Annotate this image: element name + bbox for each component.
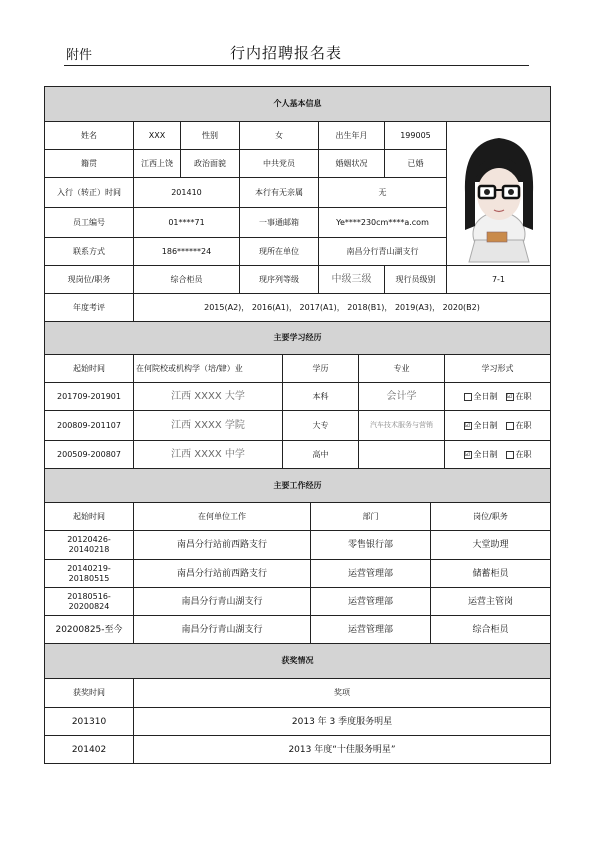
gender-label: 性别 [181, 122, 240, 150]
work-dept[interactable]: 零售银行部 [311, 531, 431, 560]
native-value[interactable]: 江西上饶 [134, 150, 181, 178]
unit-value[interactable]: 南昌分行青山湖支行 [319, 238, 447, 266]
award-header-name: 奖项 [134, 679, 550, 708]
name-label: 姓名 [45, 122, 134, 150]
work-dept[interactable]: 运营管理部 [311, 560, 431, 588]
work-post[interactable]: 运营主管岗 [431, 588, 550, 616]
parttime-checkbox[interactable] [506, 451, 514, 459]
staffno-label: 员工编号 [45, 208, 134, 238]
study-time: 201709-201901 [45, 383, 134, 411]
fulltime-checkbox[interactable]: ☑ [464, 450, 471, 458]
work-post[interactable]: 综合柜员 [431, 616, 550, 644]
birth-value[interactable]: 199005 [385, 122, 447, 150]
parttime-label: 在职 [515, 449, 532, 459]
applicant-photo [447, 122, 550, 266]
birth-label: 出生年月 [319, 122, 385, 150]
study-mode [445, 441, 550, 469]
gender-value[interactable]: 女 [240, 122, 319, 150]
study-header-major: 专业 [359, 355, 445, 383]
marital-label: 婚姻状况 [319, 150, 385, 178]
unit-label: 现所在单位 [240, 238, 319, 266]
study-time: 200509-200807 [45, 441, 134, 469]
form-title: 行内招聘报名表 [230, 44, 343, 62]
parttime-option[interactable] [506, 450, 532, 460]
work-dept[interactable]: 运营管理部 [311, 616, 431, 644]
award-name[interactable]: 2013 年度“十佳服务明星” [288, 744, 396, 755]
work-time: 20200825-至今 [45, 616, 134, 644]
study-time: 200809-201107 [45, 411, 134, 441]
study-mode [445, 411, 550, 441]
staffno-value[interactable]: 01****71 [134, 208, 240, 238]
parttime-label: 在职 [515, 420, 532, 430]
work-header-time: 起始时间 [45, 503, 134, 531]
title-underline [64, 65, 529, 66]
award-time: 201310 [45, 708, 134, 736]
fulltime-label: 全日制 [473, 420, 498, 430]
post-value[interactable]: 综合柜员 [134, 266, 240, 294]
level-label: 现行员级别 [385, 266, 447, 294]
politics-value[interactable]: 中共党员 [240, 150, 319, 178]
work-time: 20120426-20140218 [45, 531, 134, 560]
post-label: 现岗位/职务 [45, 266, 134, 294]
cartoon-girl-with-glasses-icon [447, 122, 550, 266]
study-school[interactable]: 江西 XXXX 学院 [134, 411, 283, 441]
level-value[interactable]: 7-1 [447, 266, 550, 294]
award-header-time: 获奖时间 [45, 679, 134, 708]
phone-label: 联系方式 [45, 238, 134, 266]
politics-label: 政治面貌 [181, 150, 240, 178]
work-header-dept: 部门 [311, 503, 431, 531]
study-school[interactable]: 江西 XXXX 大学 [134, 383, 283, 411]
work-unit[interactable]: 南昌分行站前西路支行 [134, 531, 311, 560]
parttime-checkbox[interactable]: ☑ [506, 392, 513, 400]
study-major[interactable]: 汽车技术服务与营销 [359, 411, 445, 441]
work-dept[interactable]: 运营管理部 [311, 588, 431, 616]
fulltime-option[interactable] [464, 392, 498, 402]
fulltime-checkbox[interactable] [464, 393, 472, 401]
study-major[interactable]: 会计学 [359, 383, 445, 411]
study-degree: 大专 [283, 411, 359, 441]
work-post[interactable]: 大堂助理 [431, 531, 550, 560]
phone-value[interactable]: 186******24 [134, 238, 240, 266]
entry-label: 入行（转正）时间 [45, 178, 134, 208]
study-header-school: 在何院校或机构学（培/肄）业 [134, 355, 283, 383]
section-study-history: 主要学习经历 [45, 322, 550, 355]
section-personal-info: 个人基本信息 [45, 87, 550, 122]
study-header-mode: 学习形式 [445, 355, 550, 383]
marital-value[interactable]: 已婚 [385, 150, 447, 178]
work-unit[interactable]: 南昌分行青山湖支行 [134, 616, 311, 644]
application-form [44, 86, 551, 764]
relatives-value[interactable]: 无 [319, 178, 447, 208]
study-school[interactable]: 江西 XXXX 中学 [134, 441, 283, 469]
parttime-option[interactable] [506, 421, 532, 431]
study-major[interactable] [359, 441, 445, 469]
fulltime-option[interactable] [464, 421, 498, 431]
review-value[interactable]: 2015(A2)， 2016(A1)， 2017(A1)， 2018(B1)， 2019(A3)， 2020(B2) [134, 294, 550, 322]
email-value[interactable]: Ye****230cm****a.com [319, 208, 447, 238]
award-name[interactable]: 2013 年 3 季度服务明星 [134, 708, 550, 736]
native-label: 籍贯 [45, 150, 134, 178]
section-work-history: 主要工作经历 [45, 469, 550, 503]
study-degree: 本科 [283, 383, 359, 411]
work-header-post: 岗位/职务 [431, 503, 550, 531]
award-time: 201402 [45, 736, 134, 763]
fulltime-option[interactable] [464, 450, 498, 460]
entry-value[interactable]: 201410 [134, 178, 240, 208]
page-header [64, 40, 529, 66]
fulltime-label: 全日制 [473, 391, 498, 401]
fulltime-label: 全日制 [473, 449, 498, 459]
review-label: 年度考评 [45, 294, 134, 322]
name-value[interactable]: XXX [134, 122, 181, 150]
study-degree: 高中 [283, 441, 359, 469]
work-unit[interactable]: 南昌分行青山湖支行 [134, 588, 311, 616]
parttime-option[interactable] [506, 392, 532, 402]
study-header-time: 起始时间 [45, 355, 134, 383]
email-label: 一事通邮箱 [240, 208, 319, 238]
study-mode [445, 383, 550, 411]
parttime-checkbox[interactable] [506, 422, 514, 430]
work-time: 20140219-20180515 [45, 560, 134, 588]
section-awards: 获奖情况 [45, 644, 550, 679]
sequence-label: 现序列等级 [240, 266, 319, 294]
attachment-label: 附件 [66, 48, 93, 63]
work-unit[interactable]: 南昌分行站前西路支行 [134, 560, 311, 588]
parttime-label: 在职 [515, 391, 532, 401]
relatives-label: 本行有无亲属 [240, 178, 319, 208]
sequence-value[interactable]: 中级三级 [319, 266, 385, 294]
fulltime-checkbox[interactable]: ☑ [464, 421, 471, 429]
work-post[interactable]: 储蓄柜员 [431, 560, 550, 588]
work-time: 20180516-20200824 [45, 588, 134, 616]
study-header-degree: 学历 [283, 355, 359, 383]
work-header-unit: 在何单位工作 [134, 503, 311, 531]
